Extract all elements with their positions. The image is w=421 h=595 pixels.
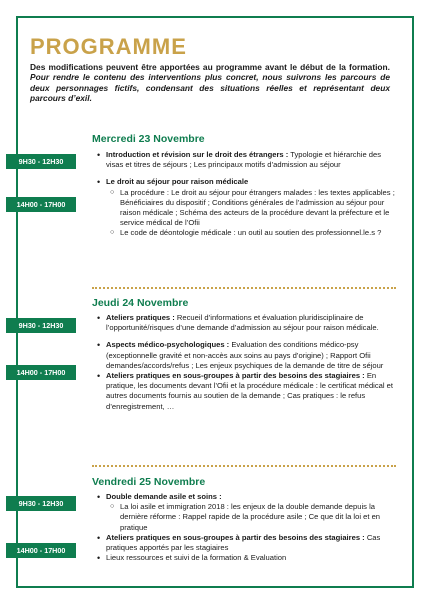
day-heading-2: Jeudi 24 Novembre bbox=[92, 297, 189, 309]
day-heading-1: Mercredi 23 Novembre bbox=[92, 133, 205, 145]
list-item: • Ateliers pratiques en sous-groupes à partir des besoins des stagiaires : Cas pratiques apportés par les stagiaires bbox=[96, 533, 396, 553]
session-list-d2 bbox=[96, 313, 396, 412]
list-item: • Ateliers pratiques : Recueil d’informations et évaluation pluridisciplinaire de l’opportunité/risques d’une demande d’admission au séjour pour raison médicale. bbox=[96, 313, 396, 333]
day-heading-3: Vendredi 25 Novembre bbox=[92, 476, 206, 488]
session-list-d3 bbox=[96, 492, 396, 563]
list-item: • Le droit au séjour pour raison médicale bbox=[96, 177, 396, 187]
list-subitem: ○ La loi asile et immigration 2018 : les enjeux de la double demande depuis la dernière réforme : Rappel rapide de la procédure asile ; Ce que dit la loi et en pratique bbox=[96, 502, 396, 533]
time-badge-d3-afternoon: 14H00 - 17H00 bbox=[6, 543, 76, 558]
list-item: • Double demande asile et soins : bbox=[96, 492, 396, 502]
list-item: • Lieux ressources et suivi de la formation & Evaluation bbox=[96, 553, 396, 563]
list-item: • Aspects médico-psychologiques : Evaluation des conditions médico-psy (exceptionnelle gravité et non-accès aux soins au pays d’origine) ; Rapport Ofii demandes/accords/refus ; Les enjeux psychiques de la demande de titre de séjour bbox=[96, 340, 396, 371]
intro-text bbox=[30, 62, 390, 104]
list-subitem: ○ Le code de déontologie médicale : un outil au soutien des professionnel.le.s ? bbox=[96, 228, 396, 238]
intro-italic: Pour rendre le contenu des interventions plus concret, nous suivrons les parcours de deux personnages fictifs, condensant des situations réelles et représentant deux parcours d’exil. bbox=[30, 72, 390, 104]
time-badge-d2-morning: 9H30 - 12H30 bbox=[6, 318, 76, 333]
list-item: • Introduction et révision sur le droit des étrangers : Typologie et hiérarchie des visas et titres de séjours ; Les principaux motifs d’admission au séjour bbox=[96, 150, 396, 170]
time-badge-d2-afternoon: 14H00 - 17H00 bbox=[6, 365, 76, 380]
session-list-d1 bbox=[96, 150, 396, 239]
time-badge-d1-morning: 9H30 - 12H30 bbox=[6, 154, 76, 169]
time-badge-d3-morning: 9H30 - 12H30 bbox=[6, 496, 76, 511]
list-item: • Ateliers pratiques en sous-groupes à partir des besoins des stagiaires : En pratique, les documents devant l’Ofii et la procédure médicale : le certificat médical et autres documents fournis au soutien de la demande ; Cas pratiques : le refus d’enregistrement, … bbox=[96, 371, 396, 412]
list-subitem: ○ La procédure : Le droit au séjour pour étrangers malades : les textes applicables ; Bénéficiaires du dispositif ; Conditions générales de l’admission au séjour pour raison médicale ; Schéma des acteurs de la procédure devant la préfecture et le service médical de l’Ofii bbox=[96, 188, 396, 229]
intro-plain: Des modifications peuvent être apportées au programme avant le début de la formation. bbox=[30, 62, 390, 72]
page-title: PROGRAMME bbox=[30, 34, 187, 59]
section-divider bbox=[92, 465, 396, 467]
section-divider bbox=[92, 287, 396, 289]
time-badge-d1-afternoon: 14H00 - 17H00 bbox=[6, 197, 76, 212]
